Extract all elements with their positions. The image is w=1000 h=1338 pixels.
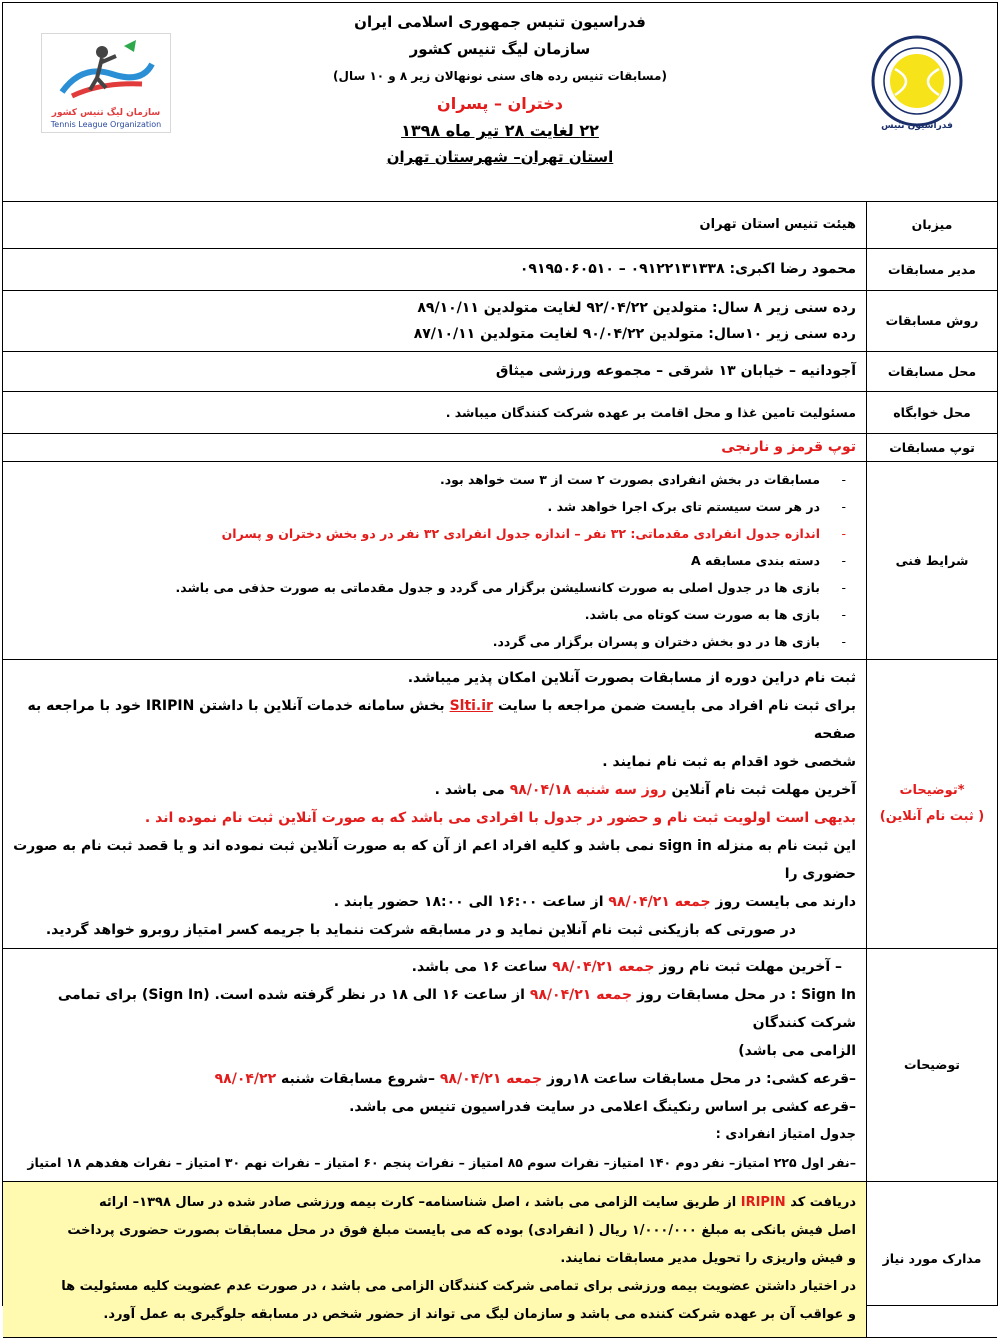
notes-start-date: ۹۸/۰۴/۲۲ <box>214 1070 277 1087</box>
notes-line-6: جدول امتیاز انفرادی : <box>715 1126 856 1142</box>
online-line-3: شخصی خود اقدام به ثبت نام نمایند . <box>602 753 856 770</box>
online-line-4 <box>13 776 856 804</box>
documents-value <box>3 1181 867 1337</box>
method-line-2: رده سنی زیر ۱۰سال: متولدین ۹۰/۰۴/۲۲ لغایت متولدین ۸۷/۱۰/۱۱ <box>413 325 856 342</box>
tennis-league-text-en: Tennis League Organization <box>50 120 162 129</box>
online-line-7a: دارند می بایست روز <box>715 893 856 910</box>
document-header <box>3 3 997 202</box>
notes-draw-date: جمعه ۹۸/۰۴/۲۱ <box>439 1070 543 1087</box>
info-table <box>3 202 997 1338</box>
documents-line-2: اصل فیش بانکی به مبلغ ۱/۰۰۰/۰۰۰ ریال ( انفرادی) بوده که می بایست مبلغ فوق در محل مسابقات بصورت حضوری پرداخت <box>67 1223 856 1238</box>
technical-item: - مسابقات در بخش انفرادی بصورت ۲ ست از ۳ ست خواهد بود. <box>13 466 846 493</box>
notes-line-4a: –قرعه کشی: در محل مسابقات ساعت ۱۸روز <box>547 1070 856 1087</box>
ball-value: توپ قرمز و نارنجی <box>3 433 867 461</box>
row-method <box>3 290 997 351</box>
host-label: میزبان <box>867 202 998 248</box>
notes-line-2c: از ساعت ۱۶ الی ۱۸ در نظر گرفته شده است. (Sign In) برای تمامی شرکت کنندگان <box>57 986 856 1031</box>
documents-line-1a: دریافت کد <box>790 1195 856 1210</box>
host-value: هیئت تنیس استان تهران <box>3 202 867 248</box>
technical-item: - در هر ست سیستم تای برک اجرا خواهد شد . <box>13 493 846 520</box>
technical-label: شرایط فنی <box>867 461 998 659</box>
documents-label: مدارک مورد نیاز <box>867 1181 998 1337</box>
online-line-2a: برای ثبت نام افراد می بایست ضمن مراجعه با سایت <box>497 697 856 714</box>
documents-line-5: و عواقب آن بر عهده شرکت کننده می باشد و سازمان لیگ می تواند از حضور شخص در مسابقه جلوگیری به عمل آورد. <box>103 1307 856 1322</box>
technical-item: - بازی ها در جدول اصلی به صورت کانسلیشن برگزار می گردد و جدول مقدماتی به صورت حذفی می باشد. <box>13 574 846 601</box>
online-line-4a: آخرین مهلت ثبت نام آنلاین <box>671 781 856 798</box>
online-value <box>3 659 867 948</box>
lodging-value: مسئولیت تامین غذا و محل اقامت بر عهده شرکت کنندگان میباشد . <box>3 391 867 433</box>
online-line-6: این ثبت نام به منزله sign in نمی باشد و کلیه افراد اعم از آن که به صورت آنلاین ثبت نموده اند و یا قصد ثبت نام به صورت حضوری را <box>13 837 856 882</box>
manager-value: محمود رضا اکبری: ۰۹۱۲۲۱۳۱۳۳۸ – ۰۹۱۹۵۰۶۰۵۱۰ <box>3 248 867 290</box>
row-host <box>3 202 997 248</box>
tennis-federation-caption: فدراسیون تنیس <box>881 121 953 131</box>
documents-line-3: و فیش واریزی را تحویل مدیر مسابقات نمایند. <box>560 1251 856 1266</box>
notes-line-1 <box>13 953 856 981</box>
online-label-2: ( ثبت نام آنلاین) <box>879 808 985 824</box>
row-online <box>3 659 997 948</box>
notes-deadline-date: جمعه ۹۸/۰۴/۲۱ <box>552 958 655 975</box>
row-venue <box>3 351 997 391</box>
online-deadline: روز سه شنبه ۹۸/۰۴/۱۸ <box>509 781 667 798</box>
lodging-label: محل خوابگاه <box>867 391 998 433</box>
notes-points: –نفر اول ۲۲۵ امتیاز– نفر دوم ۱۴۰ امتیاز– نفرات سوم ۸۵ امتیاز – نفرات پنجم ۶۰ امتیاز – نفرات نهم ۳۰ امتیاز – نفرات هفدهم ۱۸ امتیاز <box>27 1154 856 1170</box>
online-line-7 <box>13 888 856 916</box>
online-label-1: *توضیحات <box>899 782 965 798</box>
notes-line-3: الزامی می باشد) <box>738 1042 856 1059</box>
header-title: فدراسیون تنیس جمهوری اسلامی ایران <box>354 13 646 31</box>
documents-iripin: IRIPIN <box>740 1195 786 1210</box>
header-location: استان تهران– شهرستان تهران <box>386 148 614 166</box>
online-signin-date: جمعه ۹۸/۰۴/۲۱ <box>608 893 711 910</box>
technical-item: - اندازه جدول انفرادی مقدماتی: ۳۲ نفر – اندازه جدول انفرادی ۳۲ نفر در دو بخش دختران و پسران <box>13 520 846 547</box>
notes-label: توضیحات <box>867 948 998 1181</box>
page <box>2 2 998 1322</box>
site-link[interactable]: Slti.ir <box>449 697 493 714</box>
row-ball <box>3 433 997 461</box>
notes-line-4c: –شروع مسابقات شنبه <box>281 1070 436 1087</box>
notes-line-4 <box>13 1065 856 1093</box>
technical-item: - دسته بندی مسابقه A <box>13 547 846 574</box>
online-line-2 <box>13 692 856 748</box>
ball-label: توپ مسابقات <box>867 433 998 461</box>
notes-line-1c: ساعت ۱۶ می باشد. <box>411 958 548 975</box>
online-line-7c: از ساعت ۱۶:۰۰ الی ۱۸:۰۰ حضور یابند . <box>333 893 604 910</box>
technical-item: - بازی ها در دو بخش دختران و پسران برگزار می گردد. <box>13 628 846 655</box>
header-dates: ۲۲ لغایت ۲۸ تیر ماه ۱۳۹۸ <box>401 121 599 140</box>
documents-line-1 <box>13 1189 856 1217</box>
notes-line-2a: Sign In : در محل مسابقات روز <box>636 986 856 1003</box>
documents-line-4: در اختیار داشتن عضویت بیمه ورزشی برای تمامی شرکت کنندگان الزامی می باشد ، در صورت عدم عضویت کلیه مسئولیت ها <box>61 1279 856 1294</box>
tennis-league-logo <box>41 33 171 133</box>
header-description: (مسابقات تنیس رده های سنی نونهالان زیر ۸ و ۱۰ سال) <box>333 69 667 83</box>
row-manager <box>3 248 997 290</box>
notes-signin-date: جمعه ۹۸/۰۴/۲۱ <box>529 986 633 1003</box>
online-label <box>867 659 998 948</box>
notes-value <box>3 948 867 1181</box>
venue-label: محل مسابقات <box>867 351 998 391</box>
manager-label: مدیر مسابقات <box>867 248 998 290</box>
header-subtitle: سازمان لیگ تنیس کشور <box>409 40 591 58</box>
documents-line-1c: از طریق سایت الزامی می باشد ، اصل شناسنامه– کارت بیمه ورزشی صادر شده در سال ۱۳۹۸– ارائه <box>98 1195 737 1210</box>
technical-item: - بازی ها به صورت ست کوتاه می باشد. <box>13 601 846 628</box>
row-notes <box>3 948 997 1181</box>
online-line-1: ثبت نام دراین دوره از مسابقات بصورت آنلاین امکان پذیر میباشد. <box>407 669 856 686</box>
technical-list <box>13 466 856 655</box>
method-line-1: رده سنی زیر ۸ سال: متولدین ۹۲/۰۴/۲۲ لغایت متولدین ۸۹/۱۰/۱۱ <box>417 299 856 316</box>
tennis-federation-logo <box>869 33 965 141</box>
notes-line-2 <box>13 981 856 1037</box>
row-lodging <box>3 391 997 433</box>
notes-line-1a: – آخرین مهلت ثبت نام روز <box>659 958 842 975</box>
method-value <box>3 290 867 351</box>
online-line-4c: می باشد . <box>434 781 505 798</box>
header-lines <box>203 9 797 171</box>
notes-line-5: –قرعه کشی بر اساس رنکینگ اعلامی در سایت فدراسیون تنیس می باشد. <box>349 1098 856 1115</box>
header-category: دختران – پسران <box>437 94 563 113</box>
tennis-league-text-fa: سازمان لیگ تنیس کشور <box>51 108 161 118</box>
online-line-8: در صورتی که بازیکنی ثبت نام آنلاین نماید و در مسابقه شرکت ننماید با جریمه کسر امتیاز روبرو خواهد گردید. <box>45 921 796 938</box>
row-documents <box>3 1181 997 1337</box>
method-label: روش مسابقات <box>867 290 998 351</box>
venue-value: آجودانیه – خیابان ۱۳ شرقی – مجموعه ورزشی میثاق <box>3 351 867 391</box>
technical-value <box>3 461 867 659</box>
online-line-5: بدیهی است اولویت ثبت نام و حضور در جدول با افرادی می باشد که به صورت آنلاین ثبت نام نموده اند . <box>144 809 856 826</box>
online-line-2b: بخش سامانه خدمات آنلاین با داشتن IRIPIN خود با مراجعه به صفحه <box>27 697 856 742</box>
row-technical <box>3 461 997 659</box>
